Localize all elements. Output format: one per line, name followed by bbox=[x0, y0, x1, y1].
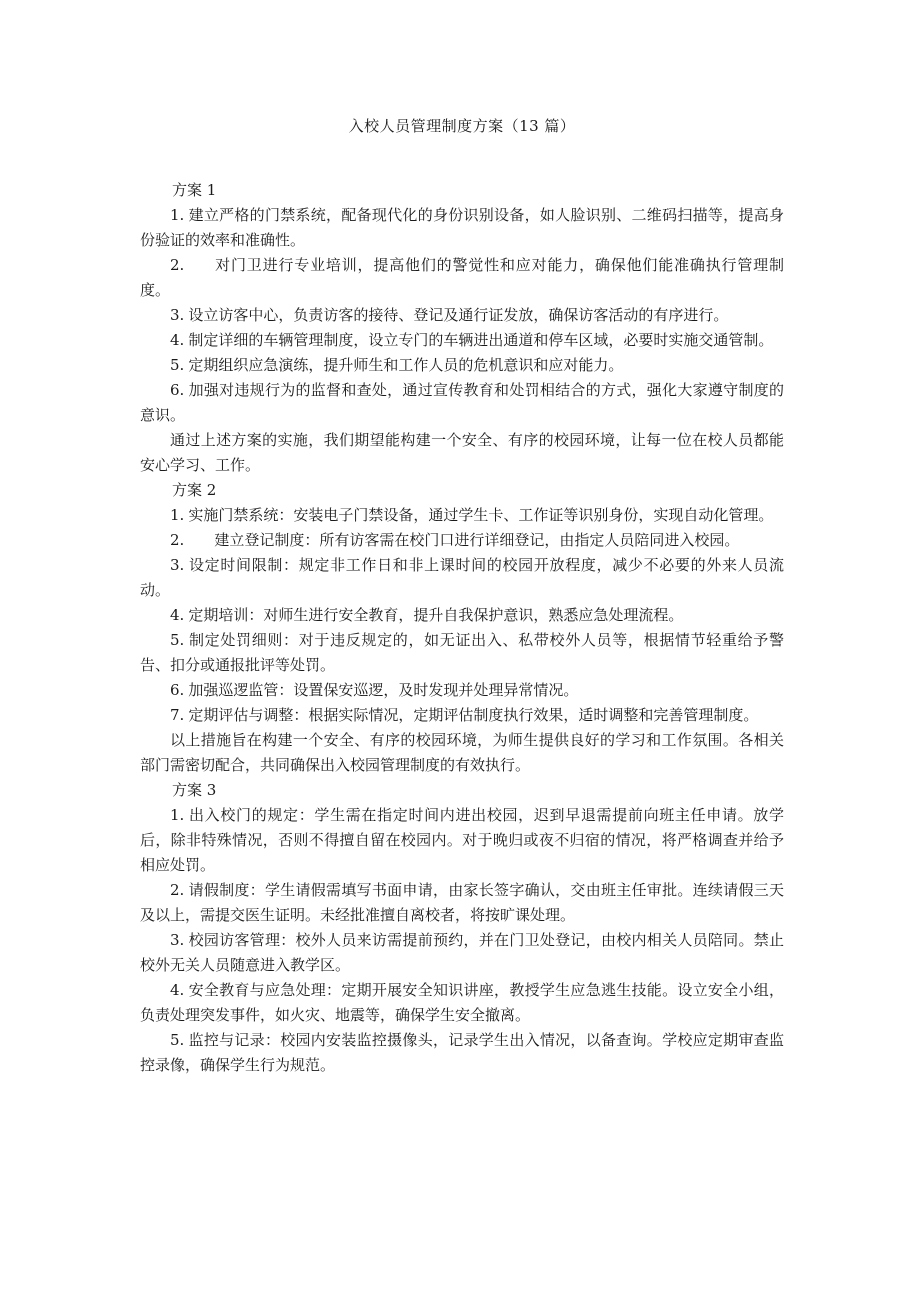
item-text: 建立登记制度：所有访客需在校门口进行详细登记，由指定人员陪同进入校园。 bbox=[214, 531, 740, 549]
item-number: 4. bbox=[170, 606, 185, 624]
item-number: 1. bbox=[170, 506, 185, 524]
item-number: 6. bbox=[170, 381, 185, 399]
list-item bbox=[140, 253, 784, 303]
section-heading: 方案 2 bbox=[172, 481, 217, 499]
item-text: 安全教育与应急处理：定期开展安全知识讲座，教授学生应急逃生技能。设立安全小组，负责处理突发事件，如火灾、地震等，确保学生安全撤离。 bbox=[140, 981, 784, 1024]
item-text: 请假制度：学生请假需填写书面申请，由家长签字确认，交由班主任审批。连续请假三天及以上，需提交医生证明。未经批准擅自离校者，将按旷课处理。 bbox=[140, 881, 784, 924]
list-item bbox=[140, 553, 784, 603]
list-item bbox=[140, 928, 784, 978]
item-number: 3. bbox=[170, 931, 185, 949]
list-item bbox=[140, 678, 784, 703]
list-item bbox=[140, 503, 784, 528]
item-number: 1. bbox=[170, 206, 185, 224]
item-text: 对门卫进行专业培训，提高他们的警觉性和应对能力，确保他们能准确执行管理制度。 bbox=[140, 256, 784, 299]
item-text: 监控与记录：校园内安装监控摄像头，记录学生出入情况，以备查询。学校应定期审查监控录像，确保学生行为规范。 bbox=[140, 1031, 784, 1074]
item-number: 6. bbox=[170, 681, 185, 699]
item-text: 制定处罚细则：对于违反规定的，如无证出入、私带校外人员等，根据情节轻重给予警告、扣分或通报批评等处罚。 bbox=[140, 631, 784, 674]
item-number: 2. bbox=[170, 531, 185, 549]
item-number: 7. bbox=[170, 706, 185, 724]
item-number: 1. bbox=[170, 806, 185, 824]
section-heading: 方案 3 bbox=[172, 781, 217, 799]
item-number: 5. bbox=[170, 356, 185, 374]
list-item bbox=[140, 353, 784, 378]
item-number: 2. bbox=[170, 256, 185, 274]
list-item bbox=[140, 628, 784, 678]
item-text: 校园访客管理：校外人员来访需提前预约，并在门卫处登记，由校内相关人员陪同。禁止校外无关人员随意进入教学区。 bbox=[140, 931, 784, 974]
item-text: 定期组织应急演练，提升师生和工作人员的危机意识和应对能力。 bbox=[188, 356, 624, 374]
item-number: 2. bbox=[170, 881, 185, 899]
item-number: 4. bbox=[170, 331, 185, 349]
item-text: 制定详细的车辆管理制度，设立专门的车辆进出通道和停车区域，必要时实施交通管制。 bbox=[188, 331, 774, 349]
list-item bbox=[140, 1028, 784, 1078]
item-number: 4. bbox=[170, 981, 185, 999]
list-item bbox=[140, 328, 784, 353]
item-text: 实施门禁系统：安装电子门禁设备，通过学生卡、工作证等识别身份，实现自动化管理。 bbox=[188, 506, 774, 524]
item-text: 加强巡逻监管：设置保安巡逻，及时发现并处理异常情况。 bbox=[188, 681, 579, 699]
section-summary: 通过上述方案的实施，我们期望能构建一个安全、有序的校园环境，让每一位在校人员都能安心学习、工作。 bbox=[140, 431, 784, 474]
list-item bbox=[140, 378, 784, 428]
list-item bbox=[140, 528, 784, 553]
list-item bbox=[140, 803, 784, 878]
list-item bbox=[140, 203, 784, 253]
document-title: 入校人员管理制度方案（13 篇） bbox=[348, 117, 576, 135]
list-item bbox=[140, 303, 784, 328]
item-text: 出入校门的规定：学生需在指定时间内进出校园，迟到早退需提前向班主任申请。放学后，除非特殊情况，否则不得擅自留在校园内。对于晚归或夜不归宿的情况，将严格调查并给予相应处罚。 bbox=[140, 806, 784, 874]
list-item bbox=[140, 878, 784, 928]
item-text: 设立访客中心，负责访客的接待、登记及通行证发放，确保访客活动的有序进行。 bbox=[188, 306, 729, 324]
item-number: 3. bbox=[170, 556, 185, 574]
list-item bbox=[140, 978, 784, 1028]
item-text: 定期评估与调整：根据实际情况，定期评估制度执行效果，适时调整和完善管理制度。 bbox=[188, 706, 759, 724]
item-number: 5. bbox=[170, 631, 185, 649]
list-item bbox=[140, 703, 784, 728]
item-text: 设定时间限制：规定非工作日和非上课时间的校园开放程度，减少不必要的外来人员流动。 bbox=[140, 556, 784, 599]
item-number: 5. bbox=[170, 1031, 185, 1049]
item-text: 加强对违规行为的监督和查处，通过宣传教育和处罚相结合的方式，强化大家遵守制度的意识。 bbox=[140, 381, 784, 424]
section-heading: 方案 1 bbox=[172, 181, 217, 199]
item-number: 3. bbox=[170, 306, 185, 324]
list-item bbox=[140, 603, 784, 628]
item-text: 建立严格的门禁系统，配备现代化的身份识别设备，如人脸识别、二维码扫描等，提高身份验证的效率和准确性。 bbox=[140, 206, 784, 249]
document-body bbox=[140, 178, 784, 1078]
item-text: 定期培训：对师生进行安全教育，提升自我保护意识，熟悉应急处理流程。 bbox=[188, 606, 684, 624]
section-summary: 以上措施旨在构建一个安全、有序的校园环境，为师生提供良好的学习和工作氛围。各相关部门需密切配合，共同确保出入校园管理制度的有效执行。 bbox=[140, 731, 784, 774]
